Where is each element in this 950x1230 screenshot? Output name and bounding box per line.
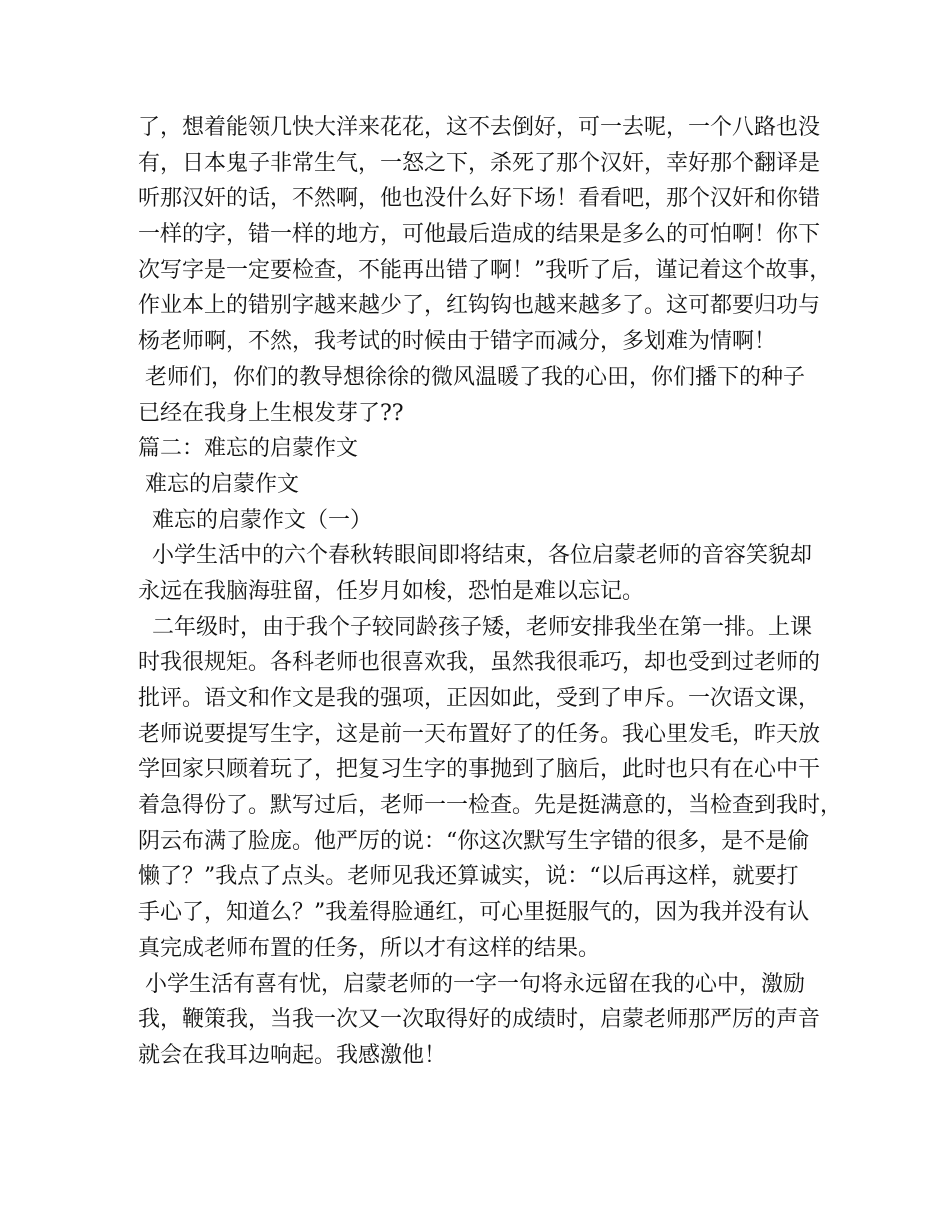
text-line: 学回家只顾着玩了，把复习生字的事抛到了脑后，此时也只有在心中干 [138, 757, 821, 783]
text-line: 杨老师啊，不然，我考试的时候由于错字而减分，多划难为情啊！ [138, 329, 777, 355]
text-line: 真完成老师布置的任务，所以才有这样的结果。 [138, 935, 601, 961]
text-line: 阴云布满了脸庞。他严厉的说：“你这次默写生字错的很多，是不是偷 [138, 828, 810, 854]
text-line: 次写字是一定要检查，不能再出错了啊！”我听了后，谨记着这个故事， [138, 257, 832, 283]
text-line: 批评。语文和作文是我的强项，正因如此，受到了申斥。一次语文课， [138, 686, 821, 711]
text-line: 着急得份了。默写过后，老师一一检查。先是挺满意的，当检查到我时， [138, 793, 843, 819]
text-line: 老师们，你们的教导想徐徐的微风温暖了我的心田，你们播下的种子 [138, 364, 805, 390]
essay-subtitle: 难忘的启蒙作文（一） [138, 507, 372, 533]
text-line: 我，鞭策我，当我一次又一次取得好的成绩时，启蒙老师那严厉的声音 [138, 1007, 821, 1033]
text-line: 小学生活中的六个春秋转眼间即将结束，各位启蒙老师的音容笑貌却 [138, 543, 812, 569]
text-line: 了，想着能领几快大洋来花花，这不去倒好，可一去呢，一个八路也没 [138, 115, 821, 140]
text-line: 有，日本鬼子非常生气，一怒之下，杀死了那个汉奸，幸好那个翻译是 [138, 150, 821, 176]
text-line: 永远在我脑海驻留，任岁月如梭，恐怕是难以忘记。 [138, 578, 645, 604]
section-heading: 篇二：难忘的启蒙作文 [138, 436, 359, 462]
essay-title: 难忘的启蒙作文 [138, 471, 299, 497]
text-line: 手心了，知道么？”我羞得脸通红，可心里挺服气的，因为我并没有认 [138, 900, 810, 926]
text-line: 时我很规矩。各科老师也很喜欢我，虽然我很乖巧，却也受到过老师的 [138, 650, 821, 676]
text-line: 懒了？”我点了点头。老师见我还算诚实，说：“以后再这样，就要打 [138, 864, 799, 890]
text-line: 二年级时，由于我个子较同龄孩子矮，老师安排我坐在第一排。上课 [138, 614, 812, 640]
text-line: 一样的字，错一样的地方，可他最后造成的结果是多么的可怕啊！你下 [138, 222, 821, 248]
text-line: 作业本上的错别字越来越少了，红钩钩也越来越多了。这可都要归功与 [138, 293, 821, 319]
text-line: 老师说要提写生字，这是前一天布置好了的任务。我心里发毛，昨天放 [138, 721, 821, 747]
document-body [138, 110, 843, 1074]
text-line: 小学生活有喜有忧，启蒙老师的一字一句将永远留在我的心中，激励 [138, 971, 805, 997]
text-line: 已经在我身上生根发芽了?? [138, 400, 404, 426]
text-line: 就会在我耳边响起。我感激他！ [138, 1042, 447, 1068]
text-line: 听那汉奸的话，不然啊，他也没什么好下场！看看吧，那个汉奸和你错 [138, 186, 821, 212]
